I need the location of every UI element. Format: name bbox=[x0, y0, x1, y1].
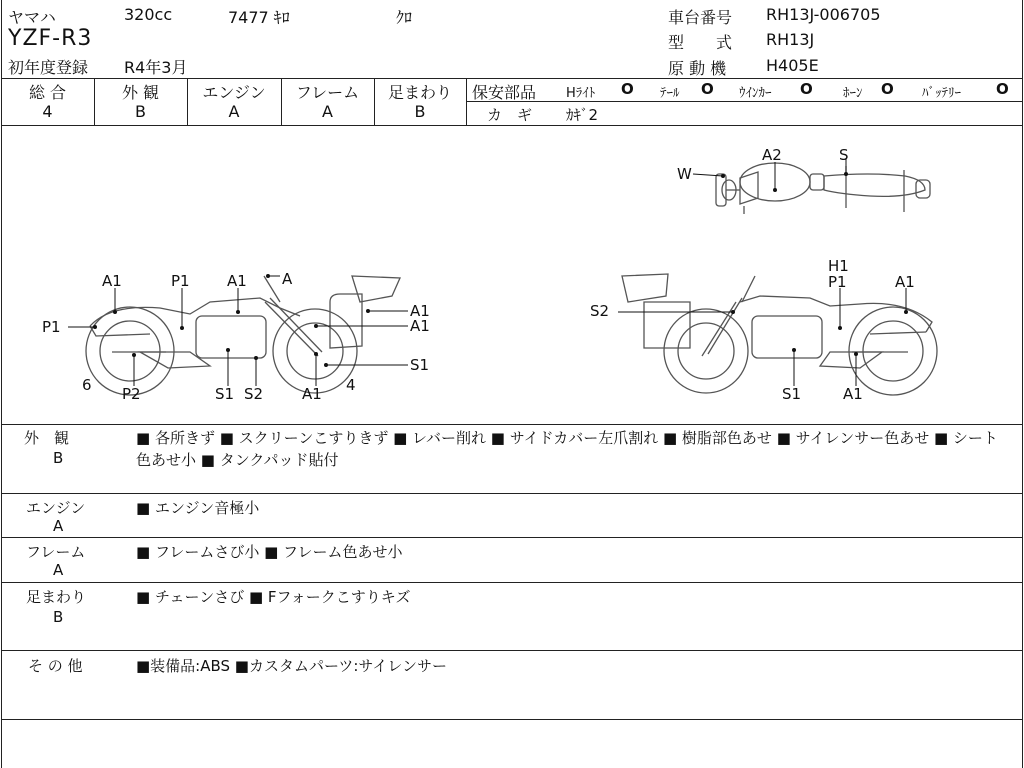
first-registration-value: R4年3月 bbox=[124, 58, 188, 77]
notes-frame-label: フレーム bbox=[26, 543, 86, 561]
label-a1: A1 bbox=[843, 385, 863, 403]
notes-exterior-text: ■ 各所きず ■ スクリーンこすりきず ■ レバー削れ ■ サイドカバー左爪割れ ■ 樹脂部色あせ ■ サイレンサー色あせ ■ シート色あせ小 ■ タンクパッド貼付 bbox=[136, 429, 998, 469]
notes-engine-label: エンジン bbox=[26, 499, 86, 517]
safety-status-horn: O bbox=[881, 80, 894, 98]
notes-divider bbox=[1, 537, 1023, 538]
notes-divider bbox=[1, 493, 1023, 494]
notes-other-label: そ の 他 bbox=[28, 657, 83, 675]
notes-top-border bbox=[1, 424, 1023, 425]
notes-suspension-grade: B bbox=[53, 608, 64, 626]
notes-engine-grade: A bbox=[53, 517, 64, 535]
bike-right-view bbox=[622, 274, 937, 395]
notes-frame-text: ■ フレームさび小 ■ フレーム色あせ小 bbox=[136, 543, 403, 561]
label-6: 6 bbox=[82, 376, 92, 394]
color: ｸﾛ bbox=[396, 8, 413, 27]
safety-status-tail: O bbox=[701, 80, 714, 98]
notes-other-text: ■装備品:ABS ■カスタムパーツ:サイレンサー bbox=[136, 657, 448, 675]
label-s1: S1 bbox=[215, 385, 235, 403]
key-label: カ ギ bbox=[487, 106, 533, 124]
grade-header-frame: フレーム bbox=[295, 83, 360, 102]
type-label: 型 式 bbox=[668, 33, 733, 52]
label-a1: A1 bbox=[895, 273, 915, 291]
notes-suspension-text: ■ チェーンさび ■ Fフォークこすりキズ bbox=[136, 588, 411, 606]
safety-item-tail: ﾃｰﾙ bbox=[660, 86, 680, 101]
safety-item-winker: ｳｲﾝｶｰ bbox=[739, 86, 772, 101]
bike-top-view bbox=[716, 163, 930, 214]
notes-engine-text: ■ エンジン音極小 bbox=[136, 499, 260, 517]
grade-header-suspension: 足まわり bbox=[387, 83, 452, 102]
label-a2: A2 bbox=[762, 146, 782, 164]
grade-value-engine: A bbox=[228, 102, 240, 121]
label-p1: P1 bbox=[828, 273, 847, 291]
label-s2: S2 bbox=[244, 385, 264, 403]
label-p2: P2 bbox=[122, 385, 141, 403]
damage-diagram bbox=[0, 126, 1024, 424]
grade-value-suspension: B bbox=[414, 102, 426, 121]
label-p1: P1 bbox=[42, 318, 61, 336]
maker: ヤマハ bbox=[8, 8, 56, 27]
notes-divider bbox=[1, 650, 1023, 651]
grade-header-exterior: 外 観 bbox=[121, 83, 160, 102]
frame-no-value: RH13J-006705 bbox=[766, 5, 881, 24]
model-name: YZF-R3 bbox=[8, 26, 93, 51]
displacement: 320cc bbox=[124, 5, 173, 24]
frame-no-label: 車台番号 bbox=[668, 8, 733, 27]
key-value: ｶｷﾞ2 bbox=[566, 106, 599, 124]
label-s: S bbox=[839, 146, 849, 164]
notes-exterior-label: 外 観 bbox=[24, 429, 70, 447]
label-a1: A1 bbox=[227, 272, 247, 290]
first-registration-label: 初年度登録 bbox=[8, 58, 89, 77]
engine-label: 原 動 機 bbox=[668, 59, 727, 78]
notes-divider bbox=[1, 582, 1023, 583]
grade-value-overall: 4 bbox=[42, 102, 53, 121]
label-p1: P1 bbox=[171, 272, 190, 290]
safety-item-battery: ﾊﾞｯﾃﾘｰ bbox=[922, 86, 961, 101]
safety-status-headlight: O bbox=[621, 80, 634, 98]
safety-status-winker: O bbox=[800, 80, 813, 98]
safety-item-horn: ﾎｰﾝ bbox=[843, 86, 863, 101]
label-a1: A1 bbox=[302, 385, 322, 403]
safety-item-headlight: Hﾗｲﾄ bbox=[566, 86, 596, 101]
label-a1: A1 bbox=[410, 302, 430, 320]
label-a: A bbox=[282, 270, 293, 288]
grade-value-frame: A bbox=[322, 102, 333, 121]
notes-exterior-grade: B bbox=[53, 449, 64, 467]
mileage: 7477 ｷﾛ bbox=[228, 8, 290, 27]
notes-suspension-label: 足まわり bbox=[26, 588, 87, 606]
safety-divider bbox=[466, 101, 1022, 102]
label-a1: A1 bbox=[102, 272, 122, 290]
type-value: RH13J bbox=[766, 30, 815, 49]
grade-header-engine: エンジン bbox=[202, 83, 266, 102]
grade-header-overall: 総 合 bbox=[28, 83, 67, 102]
notes-bottom-border bbox=[1, 719, 1023, 720]
label-s1: S1 bbox=[410, 356, 430, 374]
grade-table-top bbox=[1, 78, 1023, 79]
label-s2: S2 bbox=[590, 302, 610, 320]
notes-frame-grade: A bbox=[53, 561, 64, 579]
label-a1: A1 bbox=[410, 317, 430, 335]
bike-right-leaders bbox=[618, 288, 906, 386]
grade-col-divider bbox=[466, 78, 467, 125]
safety-label: 保安部品 bbox=[472, 83, 537, 102]
grade-value-exterior: B bbox=[135, 102, 146, 121]
safety-status-battery: O bbox=[996, 80, 1009, 98]
label-4: 4 bbox=[346, 376, 356, 394]
label-h1: H1 bbox=[828, 257, 849, 275]
label-s1: S1 bbox=[782, 385, 802, 403]
engine-value: H405E bbox=[766, 56, 819, 75]
label-w: W bbox=[677, 165, 692, 183]
